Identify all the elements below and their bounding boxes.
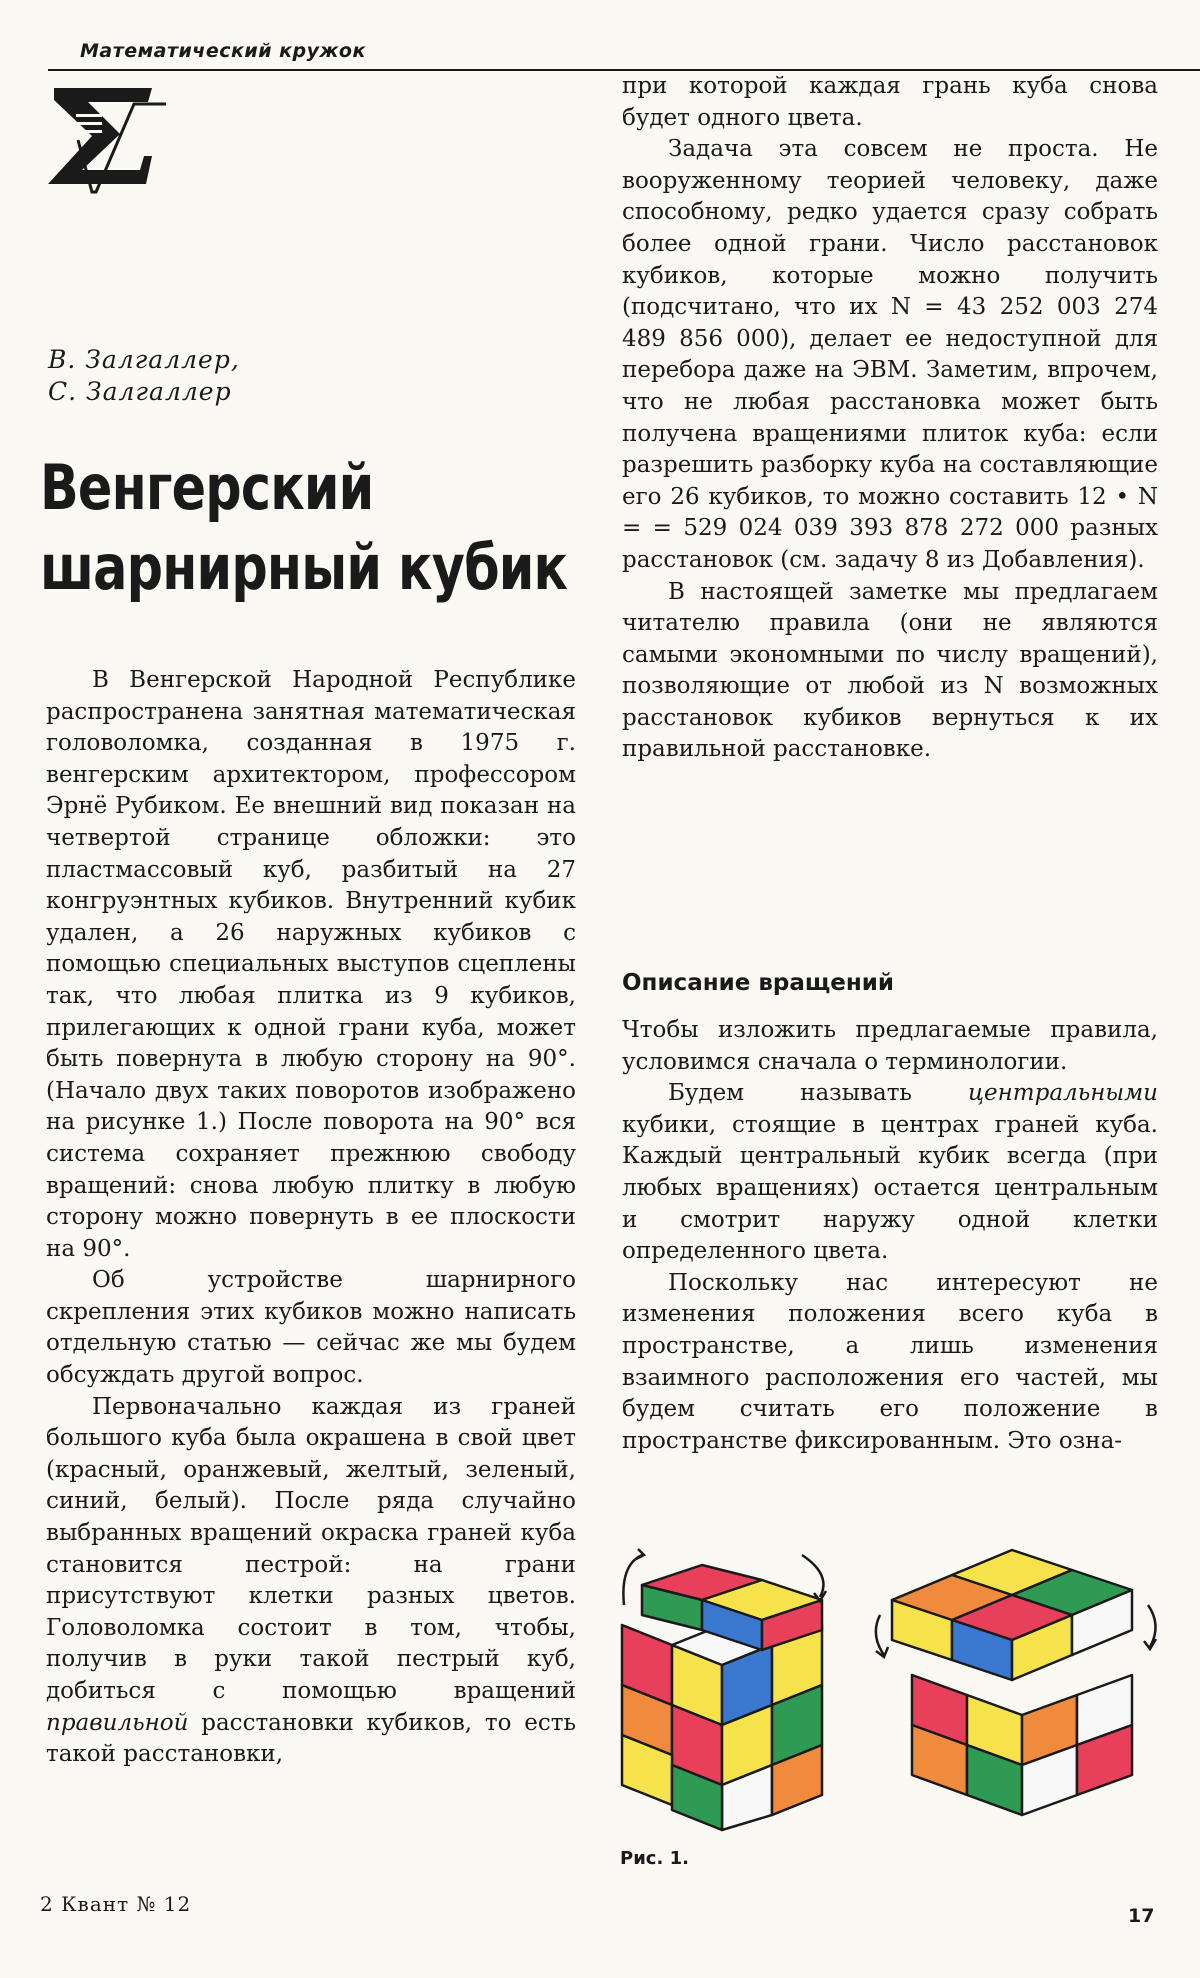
text-run: расстановки кубиков, то есть такой расстановки,	[46, 1709, 577, 1768]
right-cube-icon	[892, 1550, 1132, 1815]
left-column	[46, 665, 576, 1771]
text-run: Будем называть	[668, 1080, 912, 1107]
paragraph	[622, 1078, 1158, 1268]
right-column-continued	[622, 1015, 1158, 1457]
emphasis-text: центральными	[968, 1080, 1158, 1107]
section-header: Математический кружок	[80, 40, 366, 62]
article-title	[40, 448, 568, 608]
paragraph: при которой каждая грань куба снова будет одного цвета.	[622, 73, 1158, 131]
left-cube-icon	[622, 1565, 822, 1830]
paragraph: Задача эта совсем не проста. Не вооруженному теорией человеку, даже способному, редко удается сразу собрать более одной грани. Число расстановок кубиков, которые можно получить (подсчитано, что их N = 43 252 003 274 489 856 000), делает ее недоступной для перебора даже на ЭВМ. Заметим, впрочем, что не любая расстановка может быть получена вращениями плиток куба: если разрешить разборку куба на составляющие его 26 кубиков, то можно составить 12 • N = = 529 024 039 393 878 272 000 разных расстановок (см. задачу 8 из Добавления).	[622, 136, 1158, 573]
paragraph: В настоящей заметке мы предлагаем читателю правила (они не являются самыми экономными по числу вращений), позволяющие от любой из N возможных расстановок кубиков вернуться к их правильной расстановке.	[622, 578, 1158, 763]
figure-caption: Рис. 1.	[620, 1848, 689, 1869]
page-number: 17	[1128, 1905, 1155, 1927]
paragraph: В Венгерской Народной Республике распространена занятная математическая головоломка, созданная в 1975 г. венгерским архитектором, профессором Эрнё Рубиком. Ее внешний вид показан на четвертой странице обложки: это пластмассовый куб, разбитый на 27 конгруэнтных кубиков. Внутренний кубик удален, а 26 наружных кубиков с помощью специальных выступов сцеплены так, что любая плитка из 9 кубиков, прилегающих к одной грани куба, может быть повернута в любую сторону на 90°. (Начало двух таких поворотов изображено на рисунке 1.) После поворота на 90° вся система сохраняет прежнюю свободу вращений: снова любую плитку в любую сторону можно повернуть в ее плоскости на 90°.	[46, 667, 576, 1262]
section-heading: Описание вращений	[622, 970, 895, 996]
article-title-line-1: Венгерский	[40, 451, 374, 524]
author-2: С. Залгаллер	[48, 377, 232, 406]
emphasis-text: правильной	[46, 1709, 189, 1736]
figure-1	[612, 1545, 1172, 1835]
rubiks-cubes-illustration	[612, 1545, 1172, 1835]
paragraph: Чтобы изложить предлагаемые правила, условимся сначала о терминологии.	[622, 1017, 1158, 1075]
issue-label: 2 Квант № 12	[40, 1892, 192, 1916]
paragraph	[46, 1392, 576, 1771]
text-run: кубики, стоящие в центрах граней куба. Каждый центральный кубик всегда (при любых вращениях) остается центральным и смотрит наружу одной клетки определенного цвета.	[622, 1111, 1158, 1265]
sigma-v-logo-icon	[48, 84, 168, 200]
author-1: В. Залгаллер,	[48, 345, 240, 374]
article-title-line-2: шарнирный кубик	[40, 531, 568, 604]
paragraph: Поскольку нас интересуют не изменения положения всего куба в пространстве, а лишь изменения взаимного расположения его частей, мы будем считать его положение в пространстве фиксированным. Это озна-	[622, 1269, 1158, 1454]
authors	[48, 344, 240, 408]
paragraph: Об устройстве шарнирного скрепления этих кубиков можно написать отдельную статью — сейчас же мы будем обсуждать другой вопрос.	[46, 1267, 576, 1389]
text-run: Первоначально каждая из граней большого куба была окрашена в свой цвет (красный, оранжевый, желтый, зеленый, синий, белый). После ряда случайно выбранных вращений окраска граней куба становится пестрой: на грани присутствуют клетки разных цветов. Головоломка состоит в том, чтобы, получив в руки такой пестрый куб, добиться с помощью вращений	[46, 1393, 576, 1704]
right-column	[622, 71, 1158, 766]
